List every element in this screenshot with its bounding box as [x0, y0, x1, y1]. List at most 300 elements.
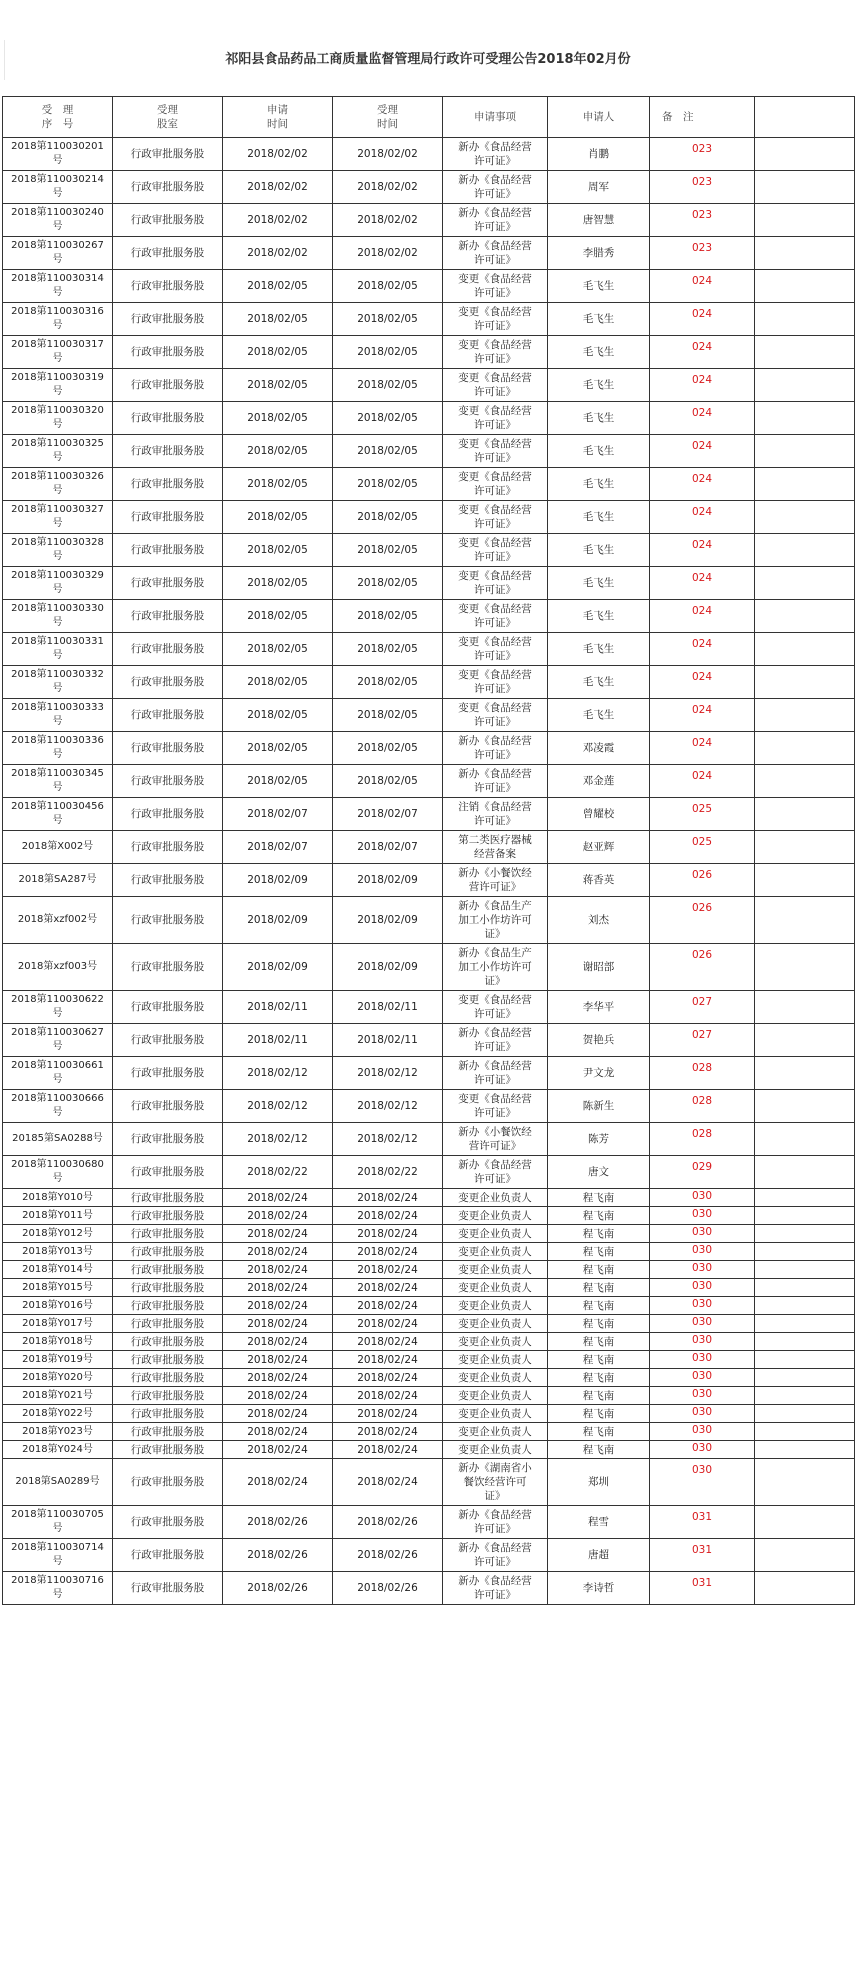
cell-empty — [755, 1243, 855, 1261]
cell-accept-date: 2018/02/26 — [333, 1539, 443, 1572]
cell-empty — [755, 138, 855, 171]
cell-apply-date: 2018/02/26 — [223, 1539, 333, 1572]
cell-serial-no: 2018第110030328 号 — [3, 534, 113, 567]
cell-apply-date: 2018/02/05 — [223, 270, 333, 303]
table-row — [3, 1207, 855, 1225]
cell-matter: 新办《湖南省小 餐饮经营许可 证》 — [443, 1459, 548, 1506]
cell-note: 023 — [650, 237, 755, 270]
cell-department: 行政审批服务股 — [113, 897, 223, 944]
cell-serial-no: 2018第Y018号 — [3, 1333, 113, 1351]
cell-apply-date: 2018/02/02 — [223, 237, 333, 270]
cell-serial-no: 2018第xzf003号 — [3, 944, 113, 991]
cell-apply-date: 2018/02/24 — [223, 1387, 333, 1405]
cell-apply-date: 2018/02/24 — [223, 1225, 333, 1243]
cell-matter: 变更企业负责人 — [443, 1387, 548, 1405]
cell-matter: 变更企业负责人 — [443, 1243, 548, 1261]
cell-serial-no: 2018第110030314 号 — [3, 270, 113, 303]
cell-apply-date: 2018/02/05 — [223, 369, 333, 402]
cell-matter: 变更企业负责人 — [443, 1405, 548, 1423]
cell-department: 行政审批服务股 — [113, 1024, 223, 1057]
cell-serial-no: 2018第Y019号 — [3, 1351, 113, 1369]
cell-empty — [755, 991, 855, 1024]
table-row — [3, 1333, 855, 1351]
table-row — [3, 336, 855, 369]
cell-department: 行政审批服务股 — [113, 1369, 223, 1387]
cell-note: 028 — [650, 1057, 755, 1090]
cell-department: 行政审批服务股 — [113, 1156, 223, 1189]
table-row — [3, 831, 855, 864]
table-row — [3, 1423, 855, 1441]
table-row — [3, 765, 855, 798]
table-row — [3, 468, 855, 501]
cell-accept-date: 2018/02/05 — [333, 600, 443, 633]
cell-serial-no: 2018第110030330 号 — [3, 600, 113, 633]
cell-department: 行政审批服务股 — [113, 1333, 223, 1351]
header-department: 受理 股室 — [113, 97, 223, 138]
cell-accept-date: 2018/02/12 — [333, 1123, 443, 1156]
cell-serial-no: 2018第SA0289号 — [3, 1459, 113, 1506]
cell-accept-date: 2018/02/24 — [333, 1351, 443, 1369]
table-row — [3, 864, 855, 897]
cell-serial-no: 2018第110030316 号 — [3, 303, 113, 336]
cell-accept-date: 2018/02/26 — [333, 1572, 443, 1605]
cell-serial-no: 2018第110030680 号 — [3, 1156, 113, 1189]
cell-department: 行政审批服务股 — [113, 765, 223, 798]
cell-apply-date: 2018/02/05 — [223, 666, 333, 699]
cell-applicant: 尹文龙 — [548, 1057, 650, 1090]
cell-serial-no: 2018第110030326 号 — [3, 468, 113, 501]
cell-serial-no: 2018第110030325 号 — [3, 435, 113, 468]
cell-apply-date: 2018/02/02 — [223, 138, 333, 171]
cell-note: 031 — [650, 1539, 755, 1572]
cell-serial-no: 2018第110030456 号 — [3, 798, 113, 831]
cell-department: 行政审批服务股 — [113, 1459, 223, 1506]
cell-matter: 变更企业负责人 — [443, 1315, 548, 1333]
cell-serial-no: 2018第110030661 号 — [3, 1057, 113, 1090]
cell-serial-no: 2018第Y012号 — [3, 1225, 113, 1243]
cell-applicant: 毛飞生 — [548, 303, 650, 336]
cell-department: 行政审批服务股 — [113, 369, 223, 402]
cell-serial-no: 2018第Y021号 — [3, 1387, 113, 1405]
cell-applicant: 程飞南 — [548, 1351, 650, 1369]
cell-accept-date: 2018/02/05 — [333, 666, 443, 699]
cell-matter: 第二类医疗器械 经营备案 — [443, 831, 548, 864]
table-row — [3, 270, 855, 303]
cell-matter: 变更《食品经营 许可证》 — [443, 402, 548, 435]
cell-department: 行政审批服务股 — [113, 534, 223, 567]
header-accept-date: 受理 时间 — [333, 97, 443, 138]
cell-accept-date: 2018/02/24 — [333, 1369, 443, 1387]
table-row — [3, 1441, 855, 1459]
cell-serial-no: 2018第110030317 号 — [3, 336, 113, 369]
cell-department: 行政审批服务股 — [113, 1279, 223, 1297]
cell-empty — [755, 1207, 855, 1225]
cell-matter: 新办《食品经营 许可证》 — [443, 138, 548, 171]
cell-matter: 变更《食品经营 许可证》 — [443, 435, 548, 468]
cell-matter: 新办《食品经营 许可证》 — [443, 1572, 548, 1605]
cell-department: 行政审批服务股 — [113, 699, 223, 732]
cell-empty — [755, 171, 855, 204]
cell-applicant: 程飞南 — [548, 1189, 650, 1207]
cell-note: 024 — [650, 435, 755, 468]
cell-empty — [755, 1189, 855, 1207]
cell-note: 023 — [650, 138, 755, 171]
cell-department: 行政审批服务股 — [113, 1423, 223, 1441]
cell-note: 030 — [650, 1369, 755, 1387]
cell-applicant: 毛飞生 — [548, 468, 650, 501]
cell-apply-date: 2018/02/24 — [223, 1279, 333, 1297]
cell-accept-date: 2018/02/24 — [333, 1297, 443, 1315]
cell-applicant: 毛飞生 — [548, 534, 650, 567]
cell-matter: 新办《食品经营 许可证》 — [443, 732, 548, 765]
cell-note: 023 — [650, 171, 755, 204]
cell-empty — [755, 336, 855, 369]
cell-matter: 变更企业负责人 — [443, 1279, 548, 1297]
cell-department: 行政审批服务股 — [113, 732, 223, 765]
cell-apply-date: 2018/02/05 — [223, 534, 333, 567]
cell-applicant: 程飞南 — [548, 1261, 650, 1279]
cell-matter: 变更《食品经营 许可证》 — [443, 991, 548, 1024]
cell-matter: 新办《食品经营 许可证》 — [443, 204, 548, 237]
cell-applicant: 唐超 — [548, 1539, 650, 1572]
cell-accept-date: 2018/02/05 — [333, 633, 443, 666]
table-row — [3, 633, 855, 666]
cell-apply-date: 2018/02/11 — [223, 991, 333, 1024]
cell-applicant: 谢昭部 — [548, 944, 650, 991]
cell-matter: 新办《食品生产 加工小作坊许可 证》 — [443, 897, 548, 944]
cell-matter: 变更《食品经营 许可证》 — [443, 270, 548, 303]
table-row — [3, 1189, 855, 1207]
cell-apply-date: 2018/02/12 — [223, 1123, 333, 1156]
cell-matter: 变更企业负责人 — [443, 1351, 548, 1369]
table-body — [3, 97, 855, 1605]
cell-empty — [755, 1459, 855, 1506]
cell-apply-date: 2018/02/05 — [223, 501, 333, 534]
cell-applicant: 曾耀校 — [548, 798, 650, 831]
cell-empty — [755, 831, 855, 864]
table-row — [3, 1057, 855, 1090]
cell-accept-date: 2018/02/05 — [333, 336, 443, 369]
cell-department: 行政审批服务股 — [113, 1207, 223, 1225]
cell-note: 027 — [650, 991, 755, 1024]
table-row — [3, 991, 855, 1024]
cell-accept-date: 2018/02/22 — [333, 1156, 443, 1189]
cell-accept-date: 2018/02/05 — [333, 534, 443, 567]
cell-applicant: 毛飞生 — [548, 600, 650, 633]
cell-accept-date: 2018/02/05 — [333, 402, 443, 435]
cell-department: 行政审批服务股 — [113, 1315, 223, 1333]
cell-accept-date: 2018/02/24 — [333, 1243, 443, 1261]
table-row — [3, 732, 855, 765]
cell-empty — [755, 1261, 855, 1279]
cell-apply-date: 2018/02/05 — [223, 303, 333, 336]
cell-apply-date: 2018/02/24 — [223, 1369, 333, 1387]
cell-note: 030 — [650, 1189, 755, 1207]
cell-applicant: 陈新生 — [548, 1090, 650, 1123]
cell-empty — [755, 534, 855, 567]
cell-applicant: 蒋香英 — [548, 864, 650, 897]
cell-department: 行政审批服务股 — [113, 633, 223, 666]
table-row — [3, 897, 855, 944]
cell-note: 026 — [650, 944, 755, 991]
cell-applicant: 毛飞生 — [548, 270, 650, 303]
cell-department: 行政审批服务股 — [113, 138, 223, 171]
cell-matter: 变更《食品经营 许可证》 — [443, 600, 548, 633]
cell-serial-no: 2018第Y024号 — [3, 1441, 113, 1459]
cell-note: 030 — [650, 1423, 755, 1441]
cell-serial-no: 2018第Y014号 — [3, 1261, 113, 1279]
cell-note: 025 — [650, 798, 755, 831]
cell-department: 行政审批服务股 — [113, 1225, 223, 1243]
cell-note: 031 — [650, 1572, 755, 1605]
cell-note: 030 — [650, 1459, 755, 1506]
table-row — [3, 1279, 855, 1297]
cell-note: 030 — [650, 1261, 755, 1279]
cell-apply-date: 2018/02/24 — [223, 1207, 333, 1225]
table-row — [3, 1351, 855, 1369]
cell-apply-date: 2018/02/24 — [223, 1459, 333, 1506]
cell-serial-no: 2018第110030201 号 — [3, 138, 113, 171]
cell-apply-date: 2018/02/24 — [223, 1297, 333, 1315]
cell-department: 行政审批服务股 — [113, 666, 223, 699]
cell-serial-no: 2018第110030714 号 — [3, 1539, 113, 1572]
cell-matter: 变更企业负责人 — [443, 1189, 548, 1207]
cell-note: 024 — [650, 369, 755, 402]
cell-empty — [755, 699, 855, 732]
cell-note: 030 — [650, 1243, 755, 1261]
cell-matter: 变更《食品经营 许可证》 — [443, 699, 548, 732]
header-matter: 申请事项 — [443, 97, 548, 138]
cell-empty — [755, 402, 855, 435]
table-row — [3, 1315, 855, 1333]
cell-note: 030 — [650, 1441, 755, 1459]
table-row — [3, 534, 855, 567]
table-row — [3, 699, 855, 732]
cell-serial-no: 2018第110030332 号 — [3, 666, 113, 699]
cell-serial-no: 2018第Y020号 — [3, 1369, 113, 1387]
cell-serial-no: 2018第SA287号 — [3, 864, 113, 897]
cell-applicant: 邓金莲 — [548, 765, 650, 798]
cell-matter: 新办《食品经营 许可证》 — [443, 1539, 548, 1572]
cell-applicant: 毛飞生 — [548, 567, 650, 600]
cell-accept-date: 2018/02/24 — [333, 1387, 443, 1405]
cell-matter: 新办《食品生产 加工小作坊许可 证》 — [443, 944, 548, 991]
header-apply-date: 申请 时间 — [223, 97, 333, 138]
cell-serial-no: 2018第Y017号 — [3, 1315, 113, 1333]
cell-note: 024 — [650, 336, 755, 369]
cell-accept-date: 2018/02/05 — [333, 732, 443, 765]
cell-apply-date: 2018/02/24 — [223, 1441, 333, 1459]
cell-empty — [755, 1441, 855, 1459]
cell-applicant: 毛飞生 — [548, 369, 650, 402]
cell-empty — [755, 1279, 855, 1297]
cell-empty — [755, 1333, 855, 1351]
cell-accept-date: 2018/02/12 — [333, 1090, 443, 1123]
cell-empty — [755, 237, 855, 270]
cell-accept-date: 2018/02/02 — [333, 138, 443, 171]
cell-accept-date: 2018/02/24 — [333, 1405, 443, 1423]
cell-note: 030 — [650, 1225, 755, 1243]
cell-matter: 变更《食品经营 许可证》 — [443, 501, 548, 534]
cell-serial-no: 2018第110030329 号 — [3, 567, 113, 600]
cell-empty — [755, 1572, 855, 1605]
cell-note: 030 — [650, 1279, 755, 1297]
cell-apply-date: 2018/02/24 — [223, 1351, 333, 1369]
table-row — [3, 666, 855, 699]
cell-apply-date: 2018/02/26 — [223, 1506, 333, 1539]
cell-matter: 变更企业负责人 — [443, 1225, 548, 1243]
cell-serial-no: 2018第110030333 号 — [3, 699, 113, 732]
table-row — [3, 1090, 855, 1123]
header-applicant: 申请人 — [548, 97, 650, 138]
cell-accept-date: 2018/02/09 — [333, 864, 443, 897]
cell-applicant: 李华平 — [548, 991, 650, 1024]
cell-empty — [755, 501, 855, 534]
cell-department: 行政审批服务股 — [113, 435, 223, 468]
cell-note: 029 — [650, 1156, 755, 1189]
cell-empty — [755, 1423, 855, 1441]
cell-department: 行政审批服务股 — [113, 303, 223, 336]
cell-department: 行政审批服务股 — [113, 1539, 223, 1572]
table-row — [3, 600, 855, 633]
cell-note: 026 — [650, 864, 755, 897]
cell-accept-date: 2018/02/05 — [333, 699, 443, 732]
cell-empty — [755, 1369, 855, 1387]
cell-apply-date: 2018/02/05 — [223, 567, 333, 600]
cell-applicant: 程飞南 — [548, 1225, 650, 1243]
cell-matter: 变更《食品经营 许可证》 — [443, 633, 548, 666]
cell-serial-no: 2018第Y015号 — [3, 1279, 113, 1297]
header-serial-no: 受 理 序 号 — [3, 97, 113, 138]
cell-accept-date: 2018/02/05 — [333, 435, 443, 468]
cell-accept-date: 2018/02/09 — [333, 897, 443, 944]
table-row — [3, 1261, 855, 1279]
cell-accept-date: 2018/02/24 — [333, 1423, 443, 1441]
cell-matter: 变更《食品经营 许可证》 — [443, 1090, 548, 1123]
cell-department: 行政审批服务股 — [113, 567, 223, 600]
cell-department: 行政审批服务股 — [113, 1387, 223, 1405]
cell-apply-date: 2018/02/07 — [223, 831, 333, 864]
cell-applicant: 毛飞生 — [548, 435, 650, 468]
cell-matter: 新办《食品经营 许可证》 — [443, 1024, 548, 1057]
cell-accept-date: 2018/02/24 — [333, 1441, 443, 1459]
cell-apply-date: 2018/02/24 — [223, 1333, 333, 1351]
cell-empty — [755, 1024, 855, 1057]
table-row — [3, 369, 855, 402]
cell-empty — [755, 798, 855, 831]
cell-note: 024 — [650, 534, 755, 567]
cell-note: 030 — [650, 1405, 755, 1423]
cell-applicant: 唐智慧 — [548, 204, 650, 237]
cell-serial-no: 2018第Y013号 — [3, 1243, 113, 1261]
cell-empty — [755, 1405, 855, 1423]
cell-apply-date: 2018/02/24 — [223, 1315, 333, 1333]
cell-matter: 新办《食品经营 许可证》 — [443, 1506, 548, 1539]
cell-matter: 变更企业负责人 — [443, 1333, 548, 1351]
cell-department: 行政审批服务股 — [113, 798, 223, 831]
cell-empty — [755, 732, 855, 765]
cell-empty — [755, 765, 855, 798]
cell-applicant: 程飞南 — [548, 1243, 650, 1261]
cell-accept-date: 2018/02/24 — [333, 1189, 443, 1207]
cell-accept-date: 2018/02/24 — [333, 1225, 443, 1243]
cell-serial-no: 2018第110030319 号 — [3, 369, 113, 402]
cell-accept-date: 2018/02/11 — [333, 1024, 443, 1057]
cell-applicant: 刘杰 — [548, 897, 650, 944]
cell-apply-date: 2018/02/24 — [223, 1261, 333, 1279]
cell-applicant: 肖鹏 — [548, 138, 650, 171]
cell-department: 行政审批服务股 — [113, 944, 223, 991]
cell-apply-date: 2018/02/02 — [223, 204, 333, 237]
cell-empty — [755, 944, 855, 991]
page-title: 祁阳县食品药品工商质量监督管理局行政许可受理公告2018年02月份 — [225, 52, 631, 67]
cell-apply-date: 2018/02/09 — [223, 897, 333, 944]
cell-note: 027 — [650, 1024, 755, 1057]
cell-empty — [755, 666, 855, 699]
table-row — [3, 1297, 855, 1315]
table-row — [3, 1405, 855, 1423]
cell-department: 行政审批服务股 — [113, 831, 223, 864]
cell-note: 030 — [650, 1315, 755, 1333]
cell-serial-no: 2018第Y010号 — [3, 1189, 113, 1207]
cell-empty — [755, 600, 855, 633]
cell-note: 024 — [650, 600, 755, 633]
cell-department: 行政审批服务股 — [113, 1123, 223, 1156]
cell-apply-date: 2018/02/05 — [223, 402, 333, 435]
cell-accept-date: 2018/02/24 — [333, 1279, 443, 1297]
cell-serial-no: 2018第Y016号 — [3, 1297, 113, 1315]
cell-empty — [755, 1351, 855, 1369]
cell-note: 030 — [650, 1333, 755, 1351]
cell-empty — [755, 897, 855, 944]
cell-empty — [755, 567, 855, 600]
cell-empty — [755, 468, 855, 501]
cell-serial-no: 2018第110030627 号 — [3, 1024, 113, 1057]
cell-accept-date: 2018/02/05 — [333, 765, 443, 798]
cell-serial-no: 2018第110030622 号 — [3, 991, 113, 1024]
table-row — [3, 1459, 855, 1506]
cell-matter: 变更企业负责人 — [443, 1207, 548, 1225]
cell-serial-no: 2018第110030716 号 — [3, 1572, 113, 1605]
cell-apply-date: 2018/02/22 — [223, 1156, 333, 1189]
table-row — [3, 204, 855, 237]
cell-note: 024 — [650, 501, 755, 534]
cell-apply-date: 2018/02/24 — [223, 1423, 333, 1441]
cell-department: 行政审批服务股 — [113, 1572, 223, 1605]
cell-apply-date: 2018/02/24 — [223, 1405, 333, 1423]
cell-department: 行政审批服务股 — [113, 171, 223, 204]
cell-apply-date: 2018/02/05 — [223, 732, 333, 765]
cell-note: 024 — [650, 765, 755, 798]
cell-applicant: 毛飞生 — [548, 666, 650, 699]
cell-apply-date: 2018/02/09 — [223, 944, 333, 991]
cell-matter: 变更《食品经营 许可证》 — [443, 534, 548, 567]
cell-accept-date: 2018/02/02 — [333, 204, 443, 237]
cell-accept-date: 2018/02/24 — [333, 1459, 443, 1506]
table-row — [3, 303, 855, 336]
cell-department: 行政审批服务股 — [113, 204, 223, 237]
cell-applicant: 陈芳 — [548, 1123, 650, 1156]
cell-accept-date: 2018/02/02 — [333, 237, 443, 270]
cell-serial-no: 2018第Y022号 — [3, 1405, 113, 1423]
table-row — [3, 435, 855, 468]
table-header-row — [3, 97, 855, 138]
cell-applicant: 郑圳 — [548, 1459, 650, 1506]
cell-note: 028 — [650, 1123, 755, 1156]
cell-department: 行政审批服务股 — [113, 1090, 223, 1123]
cell-applicant: 李诗哲 — [548, 1572, 650, 1605]
cell-matter: 变更企业负责人 — [443, 1297, 548, 1315]
